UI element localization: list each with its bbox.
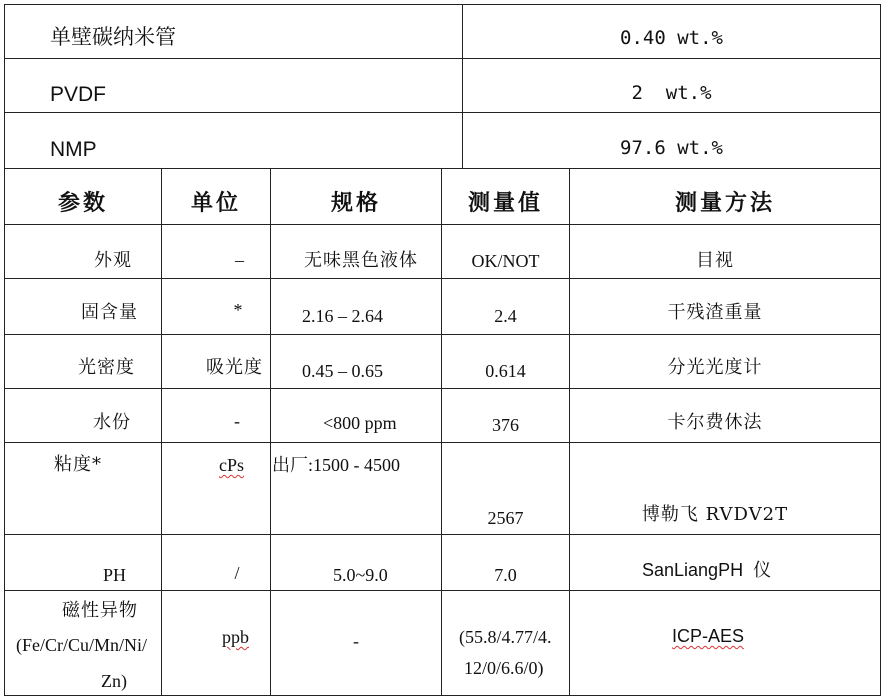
- row-spec: 0.45 – 0.65: [302, 361, 383, 381]
- row-method: 博勒飞 RVDV2T: [641, 504, 789, 525]
- row-measured: 376: [492, 415, 519, 435]
- row-spec: <800 ppm: [323, 413, 397, 433]
- row-measured: 0.614: [485, 361, 526, 381]
- composition-value: 97.6 wt.%: [620, 137, 723, 159]
- row-method: SanLiangPH 仪: [642, 560, 772, 580]
- table-rule: [4, 278, 881, 279]
- row-param-line: 磁性异物: [62, 600, 138, 621]
- row-param: 水份: [93, 412, 131, 433]
- row-unit: ppb: [222, 627, 249, 647]
- row-param: PH: [103, 565, 127, 585]
- row-measured: 7.0: [494, 565, 517, 585]
- table-rule: [4, 224, 881, 225]
- composition-name: PVDF: [50, 83, 107, 106]
- table-rule: [4, 58, 881, 59]
- table-rule: [4, 334, 881, 335]
- header-param: 参数: [57, 190, 108, 216]
- row-measured: OK/NOT: [471, 251, 540, 271]
- row-param: 光密度: [78, 357, 135, 378]
- table-border-right: [880, 4, 881, 696]
- row-unit: -: [234, 411, 240, 431]
- header-method: 测量方法: [674, 190, 775, 216]
- row-param: 外观: [94, 250, 132, 271]
- header-unit: 单位: [190, 190, 241, 216]
- row-unit: 吸光度: [206, 357, 263, 378]
- table-border-bottom: [4, 695, 881, 696]
- table-rule: [4, 112, 881, 113]
- composition-value: 0.40 wt.%: [620, 27, 723, 49]
- row-param: 固含量: [81, 302, 138, 323]
- table-rule: [4, 590, 881, 591]
- header-spec: 规格: [330, 190, 381, 216]
- table-border-top: [4, 4, 881, 5]
- table-border-left: [4, 4, 5, 696]
- header-measured: 测量值: [467, 190, 543, 216]
- row-method: 卡尔费休法: [667, 412, 763, 433]
- composition-value: 2 wt.%: [631, 82, 712, 104]
- row-unit: cPs: [219, 455, 245, 475]
- row-unit: –: [235, 250, 244, 270]
- row-spec: 2.16 – 2.64: [302, 306, 383, 326]
- row-method: 干残渣重量: [667, 302, 763, 323]
- row-measured: 2.4: [494, 306, 517, 326]
- row-measured-line: (55.8/4.77/4.: [459, 627, 552, 647]
- table-rule: [4, 534, 881, 535]
- row-param-line: (Fe/Cr/Cu/Mn/Ni/: [16, 635, 148, 655]
- row-method: 分光光度计: [667, 357, 763, 378]
- row-spec: -: [353, 631, 359, 651]
- table-rule: [4, 442, 881, 443]
- row-unit: *: [233, 300, 243, 320]
- composition-name: NMP: [50, 138, 97, 161]
- row-spec: 5.0~9.0: [333, 565, 388, 585]
- composition-name: 单壁碳纳米管: [50, 25, 176, 49]
- row-unit: /: [234, 563, 240, 583]
- table-rule: [4, 388, 881, 389]
- row-method: 目视: [696, 250, 734, 271]
- row-spec: 无味黑色液体: [304, 250, 418, 271]
- row-param: 粘度*: [54, 454, 102, 475]
- row-param-line: Zn): [101, 671, 127, 691]
- table-rule: [4, 168, 881, 169]
- row-measured: 2567: [487, 508, 524, 528]
- row-measured-line: 12/0/6.6/0): [464, 658, 544, 678]
- row-spec: 出厂:1500 - 4500: [272, 455, 400, 475]
- row-method: ICP-AES: [672, 626, 745, 646]
